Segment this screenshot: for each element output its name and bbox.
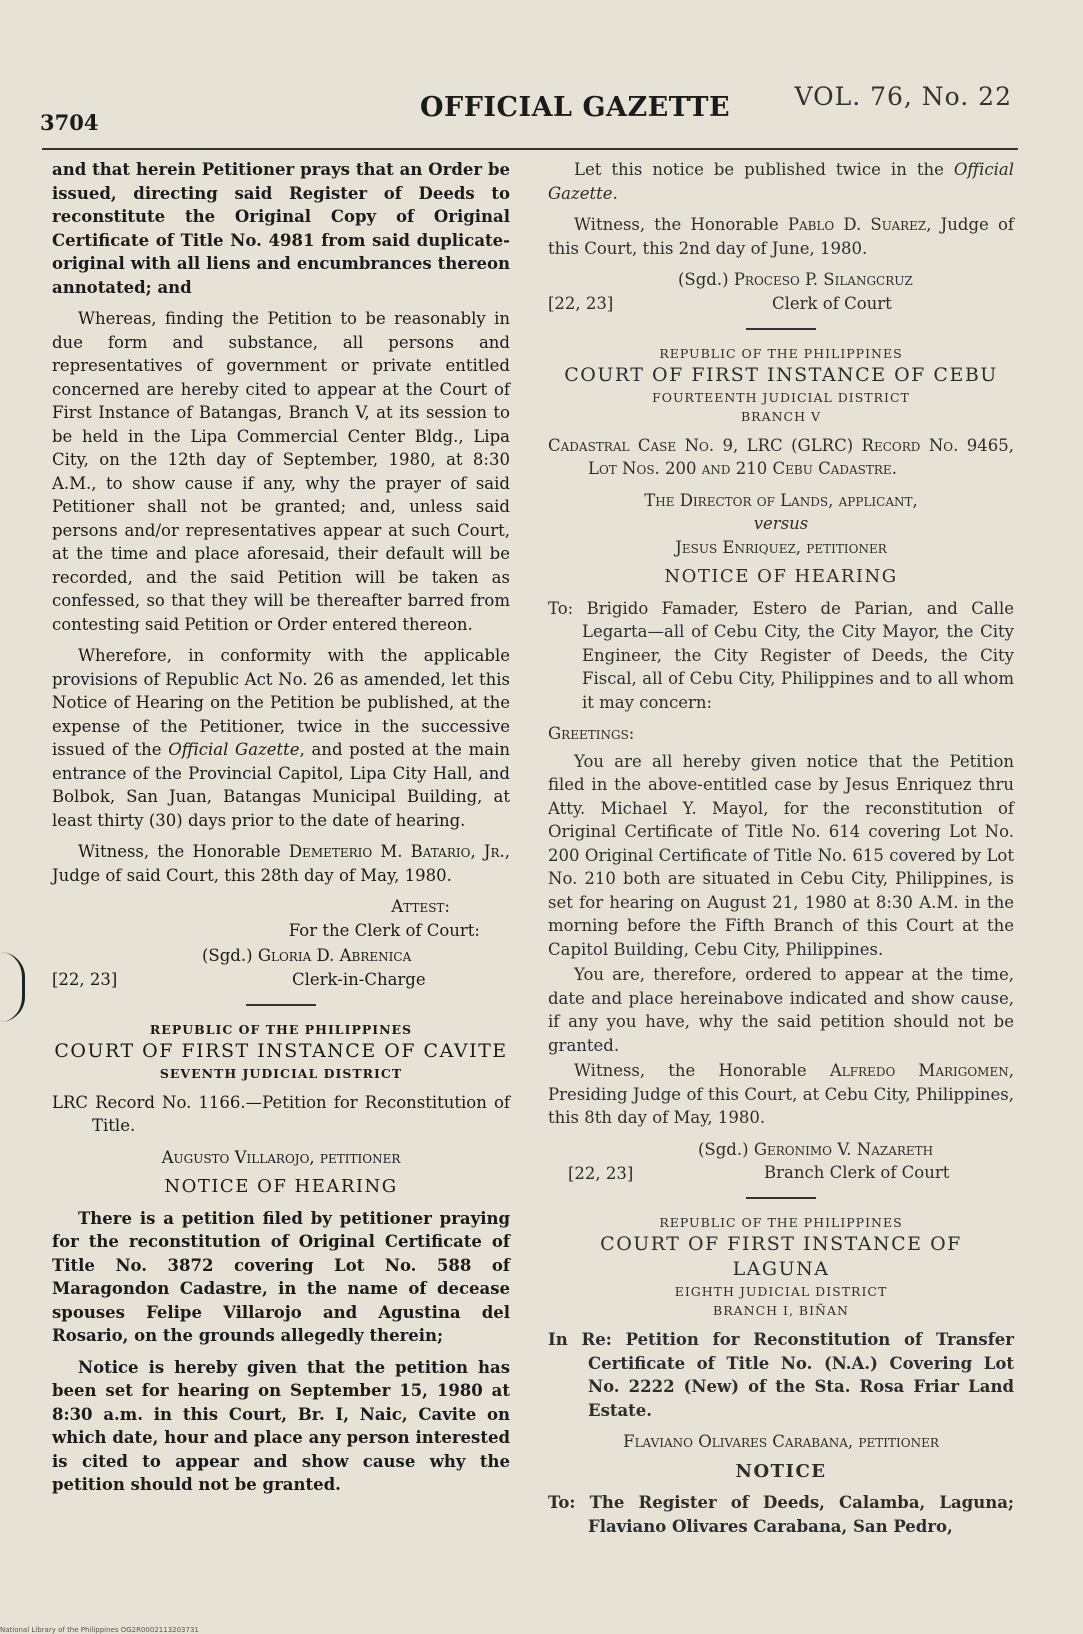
page-header (40, 82, 1040, 135)
record-line: LRC Record No. 1166.—Petition for Reconstitution of Title. (52, 1092, 510, 1135)
header-rule (42, 148, 1018, 150)
case-line: Cadastral Case No. 9, LRC (GLRC) Record No. 9465, Lot Nos. 200 and 210 Cebu Cadastre. (548, 435, 1014, 478)
addressees: To: Brigido Famader, Estero de Parian, and Calle Legarta—all of Cebu City, the City Mayor, the City Engineer, the City Register of Deeds, the City Fiscal, all of Cebu City, Philippines and to all whom it may concern: (548, 598, 1014, 712)
branch-heading: BRANCH I, BIÑAN (713, 1303, 849, 1318)
paragraph: You are, therefore, ordered to appear at the time, date and place hereinabove indicated and show cause, if any you have, why the said petition should not be granted. (548, 965, 1014, 1055)
signer-title: Clerk-in-Charge (292, 969, 426, 989)
greetings-label: Greetings: (548, 724, 635, 743)
court-heading: COURT OF FIRST INSTANCE OF LAGUNA (600, 1233, 962, 1280)
signature-block: [22, 23] (Sgd.) Gloria D. Abrenica Clerk-in-Charge (52, 944, 510, 992)
paragraph: Whereas, finding the Petition to be reasonably in due form and substance, all persons and representatives of government or private entitled concerned are hereby cited to appear at the Court of First Instance of Batangas, Branch V, at its session to be held in the Lipa Commercial Center Bldg., Lipa City, on the 12th day of September, 1980, at 8:30 A.M., to show cause if any, why the prayer of said Petitioner shall not be granted; and, unless said persons and/or representatives appear at such Court, at the time and place aforesaid, their default will be recorded, and the said Petition will be taken as confessed, so that they will be thereafter barred from contesting said Petition or Order entered thereon. (52, 309, 510, 634)
signer-name: Geronimo V. Nazareth (753, 1139, 934, 1159)
section-divider (746, 328, 816, 330)
paragraph: Let this notice be published twice in the Official Gazette. (548, 160, 1014, 203)
page-number: 3704 (40, 110, 99, 135)
attest-label: Attest: (391, 897, 450, 916)
volume-number: VOL. 76, No. 22 (794, 82, 1012, 111)
republic-heading: REPUBLIC OF THE PHILIPPINES (149, 1021, 413, 1037)
notice-heading: NOTICE OF HEARING (664, 566, 898, 587)
paragraph: Witness, the Honorable Pablo D. Suarez, Judge of this Court, this 2nd day of June, 1980. (548, 215, 1014, 258)
paragraph: You are all hereby given notice that the Petition filed in the above-entitled case by Jesus Enriquez thru Atty. Michael Y. Mayol, for the reconstitution of Original Certificate of Title No. 614 covering Lot No. 200 Original Certificate of Title No. 615 covered by Lot No. 210 both are situated in Cebu City, Philippines, is set for hearing on August 21, 1980 at 8:30 A.M. in the morning before the Fifth Branch of this Court at the Capitol Building, Cebu City, Philippines. (548, 751, 1014, 959)
publication-title: OFFICIAL GAZETTE (420, 92, 731, 123)
issue-reference: [22, 23] (568, 1163, 634, 1183)
addressees: To: The Register of Deeds, Calamba, Laguna; Flaviano Olivares Carabana, San Pedro, (548, 1493, 1014, 1536)
republic-heading: REPUBLIC OF THE PHILIPPINES (659, 345, 903, 361)
district-heading: FOURTEENTH JUDICIAL DISTRICT (652, 389, 910, 405)
paragraph: Witness, the Honorable Demeterio M. Batario, Jr., Judge of said Court, this 28th day of May, 1980. (52, 842, 510, 885)
paragraph: and that herein Petitioner prays that an Order be issued, directing said Register of Deeds to reconstitute the Original Copy of Original Certificate of Title No. 4981 from said duplicate-original with all liens and encumbrances thereon annotated; and (52, 160, 510, 297)
petitioner-line: Augusto Villarojo, petitioner (161, 1147, 401, 1167)
petitioner-line: Flaviano Olivares Carabana, petitioner (623, 1432, 939, 1451)
signer-title: Branch Clerk of Court (764, 1163, 950, 1182)
republic-heading: REPUBLIC OF THE PHILIPPINES (659, 1215, 903, 1230)
signer-title: Clerk of Court (772, 293, 892, 313)
scan-footnote: National Library of the Philippines OG2R0002113203731 (0, 1626, 199, 1634)
binding-mark (0, 952, 25, 1022)
right-column (548, 158, 1014, 1546)
paragraph: Notice is hereby given that the petition has been set for hearing on September 15, 1980 at 8:30 a.m. in this Court, Br. I, Naic, Cavite on which date, hour and place any person interested is cited to appear and show cause why the petition should not be granted. (52, 1357, 510, 1494)
issue-reference: [22, 23] (548, 294, 614, 313)
court-heading: COURT OF FIRST INSTANCE OF CAVITE (54, 1039, 508, 1062)
notice-heading: NOTICE (735, 1460, 827, 1482)
signature-block: [22, 23] (Sgd.) Geronimo V. Nazareth Branch Clerk of Court (548, 1138, 1014, 1186)
signer-name: Proceso P. Silangcruz (733, 270, 913, 289)
for-clerk-label: For the Clerk of Court: (288, 920, 480, 940)
court-heading: COURT OF FIRST INSTANCE OF CEBU (564, 363, 998, 386)
left-column (52, 158, 510, 1505)
district-heading: EIGHTH JUDICIAL DISTRICT (674, 1284, 888, 1299)
signature-block: [22, 23] (Sgd.) Proceso P. Silangcruz Clerk of Court (548, 268, 1014, 316)
notice-heading: NOTICE OF HEARING (164, 1176, 398, 1197)
applicant-line: The Director of Lands, applicant, (644, 490, 918, 510)
petitioner-line: Jesus Enriquez, petitioner (675, 537, 887, 557)
issue-reference: [22, 23] (52, 970, 118, 989)
paragraph: Wherefore, in conformity with the applicable provisions of Republic Act No. 26 as amended, let this Notice of Hearing on the Petition be published, at the expense of the Petitioner, twice in the successive issued of the Official Gazette, and posted at the main entrance of the Provincial Capitol, Lipa City Hall, and Bolbok, San Juan, Batangas Municipal Building, at least thirty (30) days prior to the date of hearing. (52, 646, 510, 830)
paragraph: There is a petition filed by petitioner praying for the reconstitution of Original Certificate of Title No. 3872 covering Lot No. 588 of Maragondon Cadastre, in the name of decease spouses Felipe Villarojo and Agustina del Rosario, on the grounds allegedly therein; (52, 1208, 510, 1345)
district-heading: SEVENTH JUDICIAL DISTRICT (159, 1065, 403, 1081)
in-re-line: In Re: Petition for Reconstitution of Transfer Certificate of Title No. (N.A.) Covering Lot No. 2222 (New) of the Sta. Rosa Friar Land Estate. (548, 1330, 1014, 1420)
versus-line: versus (753, 514, 809, 533)
paragraph: Witness, the Honorable Alfredo Marigomen, Presiding Judge of this Court, at Cebu City, Philippines, this 8th day of May, 1980. (548, 1061, 1014, 1127)
section-divider (246, 1004, 316, 1006)
branch-heading: BRANCH V (740, 408, 822, 424)
section-divider (746, 1197, 816, 1199)
signer-name: Gloria D. Abrenica (257, 946, 412, 965)
